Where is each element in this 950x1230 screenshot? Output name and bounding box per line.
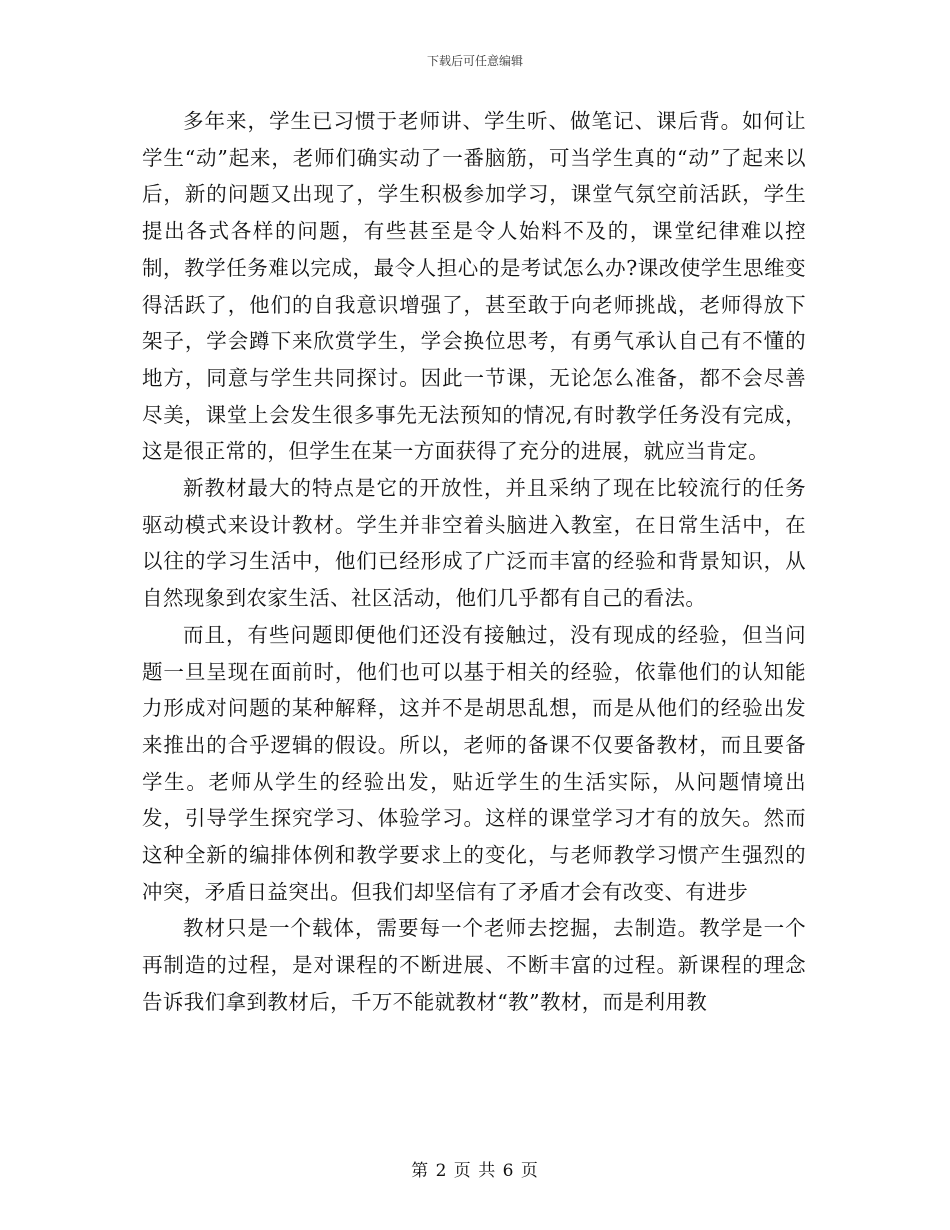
paragraph-3: 而且，有些问题即便他们还没有接触过，没有现成的经验，但当问题一旦呈现在面前时，他们也可以基于相关的经验，依靠他们的认知能力形成对问题的某种解释，这并不是胡思乱想，而是从他们的经验出发来推出的合乎逻辑的假设。所以，老师的备课不仅要备教材，而且要备学生。老师从学生的经验出发，贴近学生的生活实际，从问题情境出发，引导学生探究学习、体验学习。这样的课堂学习才有的放矢。然而这种全新的编排体例和教学要求上的变化，与老师教学习惯产生强烈的冲突，矛盾日益突出。但我们却坚信有了矛盾才会有改变、有进步 xyxy=(142,622,806,904)
paragraph-1: 多年来，学生已习惯于老师讲、学生听、做笔记、课后背。如何让学生“动”起来，老师们确实动了一番脑筋，可当学生真的“动”了起来以后，新的问题又出现了，学生积极参加学习，课堂气氛空前活跃，学生提出各式各样的问题，有些甚至是令人始料不及的，课堂纪律难以控制，教学任务难以完成，最令人担心的是考试怎么办?课改使学生思维变得活跃了，他们的自我意识增强了，甚至敢于向老师挑战，老师得放下架子，学会蹲下来欣赏学生，学会换位思考，有勇气承认自己有不懂的地方，同意与学生共同探讨。因此一节课，无论怎么准备，都不会尽善尽美，课堂上会发生很多事先无法预知的情况,有时教学任务没有完成，这是很正常的，但学生在某一方面获得了充分的进展，就应当肯定。 xyxy=(142,109,806,464)
page-number-footer: 第 2 页 共 6 页 xyxy=(411,1161,539,1181)
paragraph-2: 新教材最大的特点是它的开放性，并且采纳了现在比较流行的任务驱动模式来设计教材。学生并非空着头脑进入教室，在日常生活中，在以往的学习生活中，他们已经形成了广泛而丰富的经验和背景知识，从自然现象到农家生活、社区活动，他们几乎都有自己的看法。 xyxy=(142,476,806,611)
document-body xyxy=(142,103,806,1021)
page-header-note: 下载后可任意编辑 xyxy=(426,54,523,68)
paragraph-4: 教材只是一个载体，需要每一个老师去挖掘，去制造。教学是一个再制造的过程，是对课程的不断进展、不断丰富的过程。新课程的理念告诉我们拿到教材后，千万不能就教材“教”教材，而是利用教 xyxy=(142,916,806,1014)
